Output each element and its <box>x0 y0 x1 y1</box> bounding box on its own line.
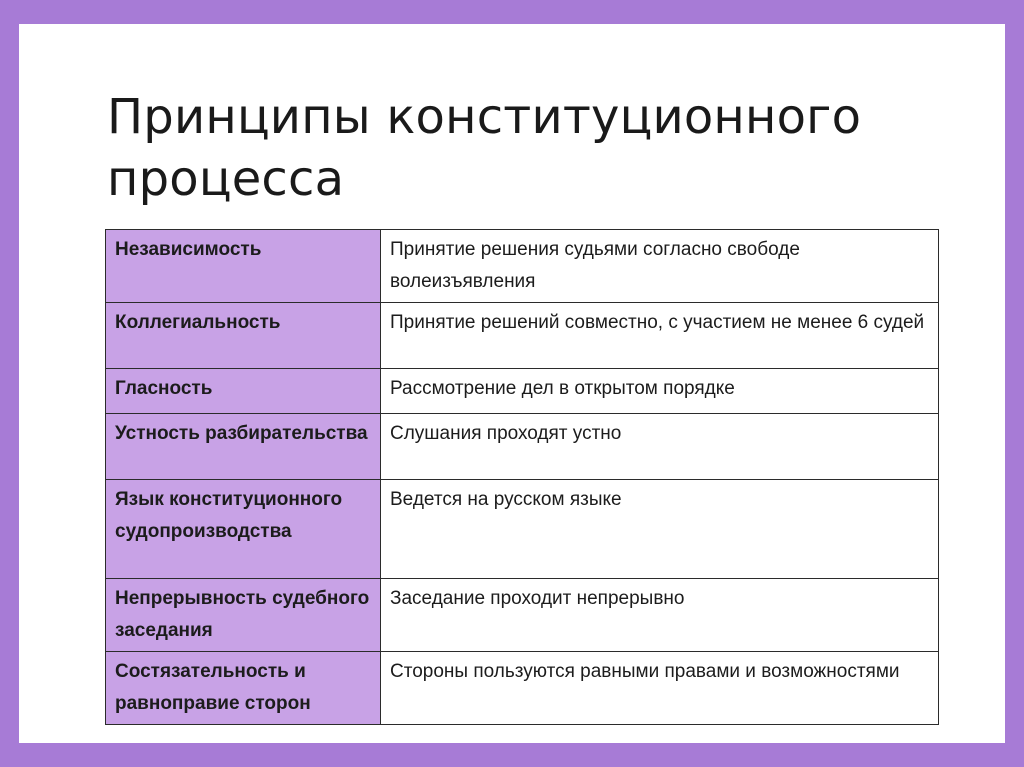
principle-cell: Устность разбирательства <box>106 414 381 480</box>
principle-cell: Язык конституционного судопроизводства <box>106 480 381 579</box>
description-cell: Принятие решений совместно, с участием не менее 6 судей <box>381 303 939 369</box>
principle-cell: Непрерывность судебного заседания <box>106 579 381 652</box>
description-cell: Заседание проходит непрерывно <box>381 579 939 652</box>
principle-cell: Независимость <box>106 230 381 303</box>
description-cell: Рассмотрение дел в открытом порядке <box>381 369 939 414</box>
slide-title: Принципы конституционного процесса <box>107 89 862 207</box>
table-row <box>106 303 939 369</box>
table-row <box>106 579 939 652</box>
table-row <box>106 230 939 303</box>
description-cell: Ведется на русском языке <box>381 480 939 579</box>
table-row <box>106 414 939 480</box>
description-cell: Слушания проходят устно <box>381 414 939 480</box>
table-row <box>106 369 939 414</box>
principle-cell: Состязательность и равноправие сторон <box>106 652 381 725</box>
table-row <box>106 652 939 725</box>
description-cell: Принятие решения судьями согласно свободе волеизъявления <box>381 230 939 303</box>
table-row <box>106 480 939 579</box>
principle-cell: Коллегиальность <box>106 303 381 369</box>
description-cell: Стороны пользуются равными правами и возможностями <box>381 652 939 725</box>
slide <box>19 24 1005 743</box>
principle-cell: Гласность <box>106 369 381 414</box>
principles-table <box>105 229 939 725</box>
